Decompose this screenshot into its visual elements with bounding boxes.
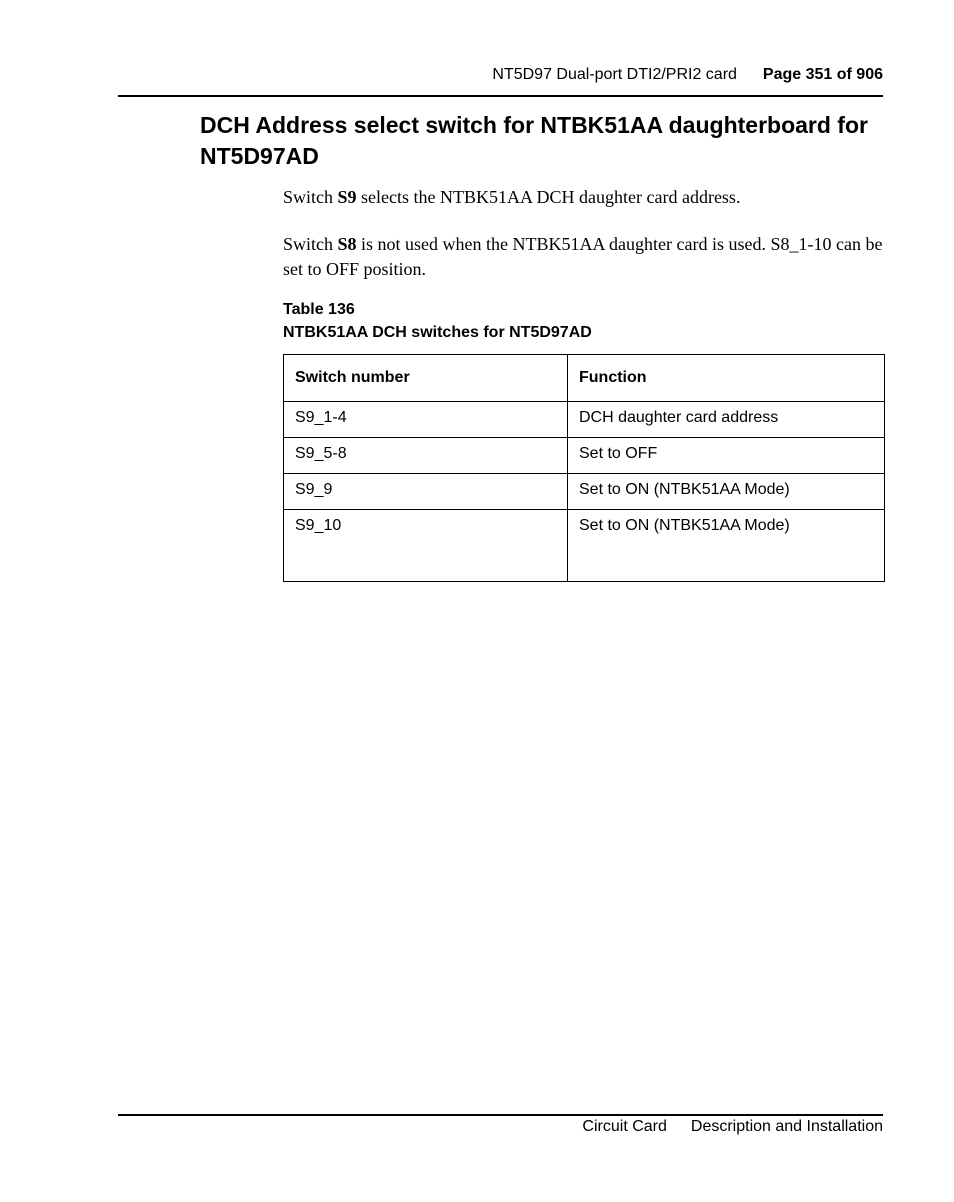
- footer-left: Circuit Card: [582, 1118, 667, 1135]
- cell-function: DCH daughter card address: [568, 402, 885, 438]
- table-row: [284, 510, 885, 582]
- cell-function: Set to ON (NTBK51AA Mode): [568, 510, 885, 582]
- table-number: Table 136: [283, 301, 355, 318]
- cell-switch: S9_1-4: [284, 402, 568, 438]
- header-switch-number: Switch number: [284, 355, 568, 402]
- cell-function: Set to OFF: [568, 438, 885, 474]
- table-row: [284, 438, 885, 474]
- document-title: NT5D97 Dual-port DTI2/PRI2 card: [492, 66, 737, 83]
- table-row: [284, 402, 885, 438]
- paragraph-s8: [283, 232, 888, 282]
- cell-switch: S9_9: [284, 474, 568, 510]
- footer-rule: [118, 1114, 883, 1116]
- page-footer: [582, 1118, 883, 1136]
- header-function: Function: [568, 355, 885, 402]
- paragraph-text: selects the NTBK51AA DCH daughter card address.: [356, 187, 741, 207]
- footer-right: Description and Installation: [690, 1118, 883, 1135]
- header-rule: [118, 95, 883, 97]
- table-row: [284, 474, 885, 510]
- cell-switch: S9_5-8: [284, 438, 568, 474]
- switch-name: S8: [337, 234, 357, 254]
- cell-function: Set to ON (NTBK51AA Mode): [568, 474, 885, 510]
- cell-switch: S9_10: [284, 510, 568, 582]
- switch-name: S9: [337, 187, 357, 207]
- paragraph-text: is not used when the NTBK51AA daughter card is used. S8_1-10 can be set to OFF position.: [283, 234, 883, 279]
- paragraph-text: Switch: [283, 187, 338, 207]
- paragraph-text: Switch: [283, 234, 338, 254]
- table-header-row: [284, 355, 885, 402]
- paragraph-s9: [283, 185, 888, 210]
- page-number: Page 351 of 906: [762, 66, 883, 83]
- switch-table: [283, 354, 885, 582]
- section-title: DCH Address select switch for NTBK51AA daughterboard for NT5D97AD: [200, 112, 868, 169]
- table-caption: [283, 298, 592, 344]
- table-title: NTBK51AA DCH switches for NT5D97AD: [283, 324, 592, 341]
- page-header: [492, 66, 883, 84]
